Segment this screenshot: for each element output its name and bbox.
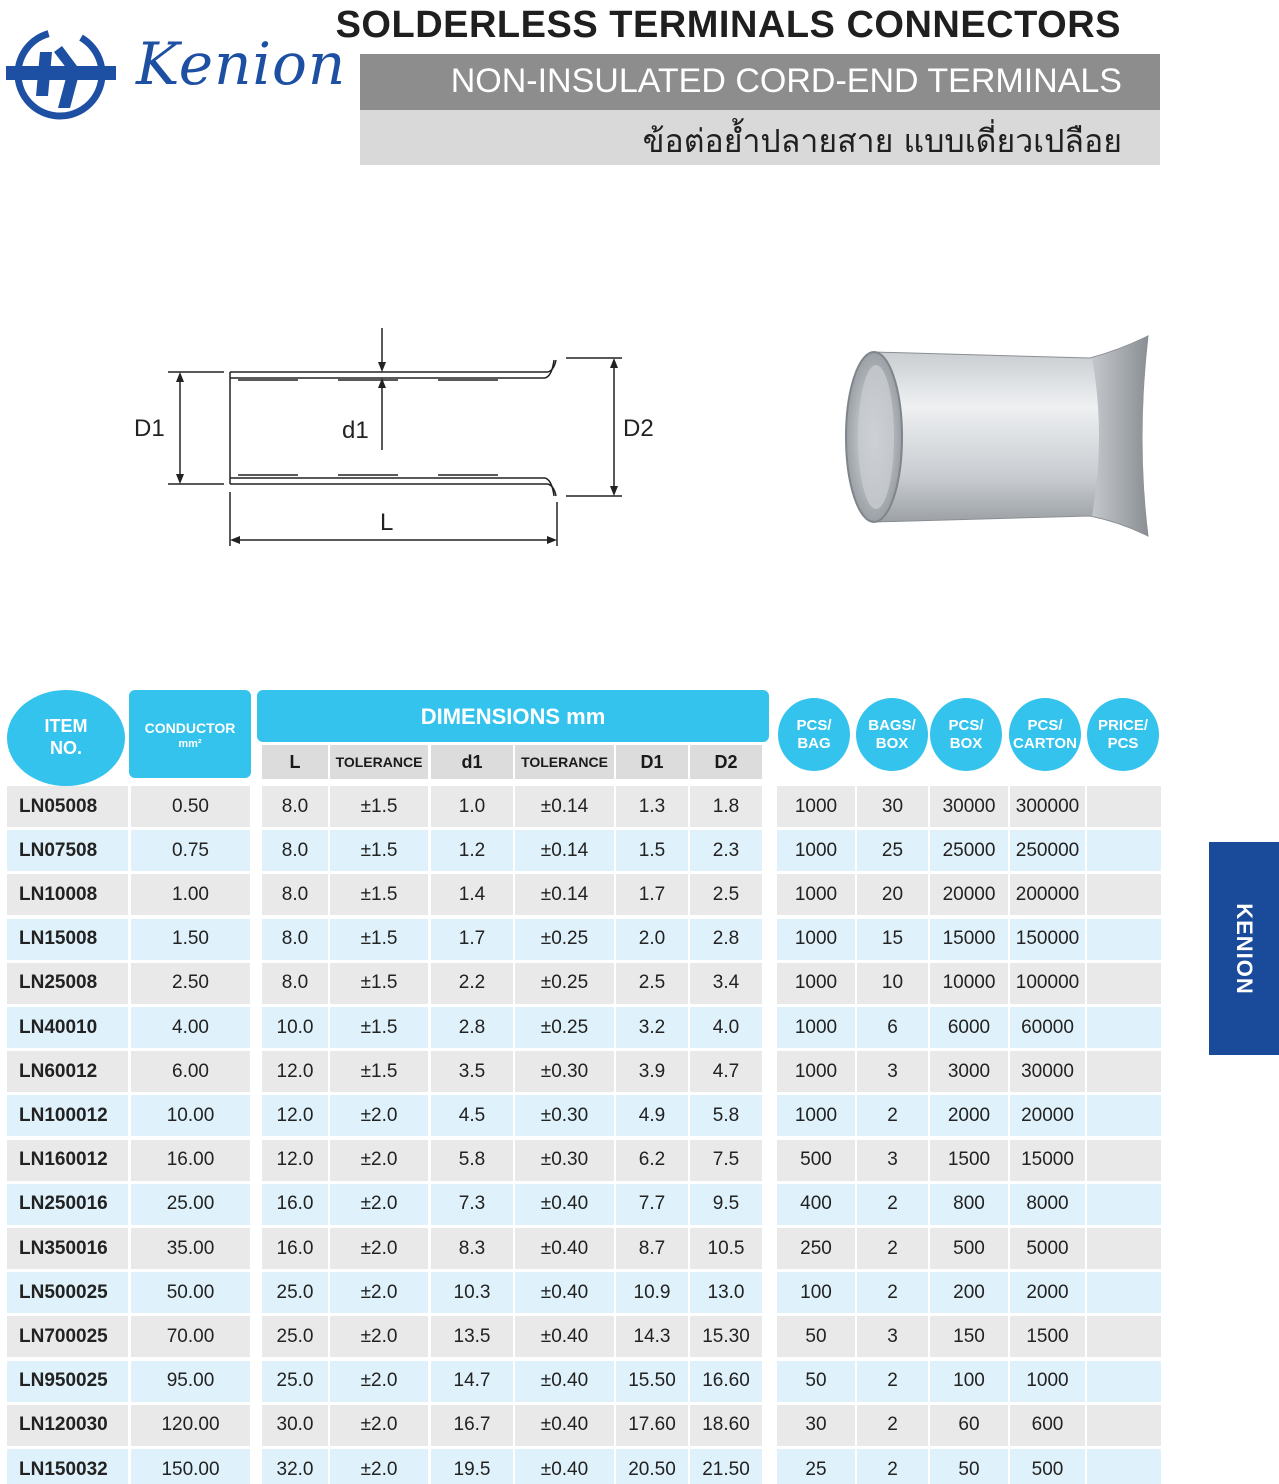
cell-item-no: LN700025	[7, 1316, 128, 1357]
header-pcs-carton	[1009, 698, 1081, 771]
cell-pcs-carton: 150000	[1010, 919, 1085, 960]
cell-price	[1087, 1449, 1161, 1484]
cell-d1: 14.7	[431, 1361, 513, 1402]
cell-item-no: LN07508	[7, 830, 128, 871]
cell-conductor: 35.00	[131, 1228, 250, 1269]
cell-price	[1087, 1272, 1161, 1313]
cell-pcs-bag: 1000	[777, 786, 855, 827]
cell-item-no: LN950025	[7, 1361, 128, 1402]
cell-D2: 9.5	[690, 1184, 762, 1225]
cell-d1: 1.7	[431, 919, 513, 960]
cell-pcs-bag: 100	[777, 1272, 855, 1313]
cell-pcs-bag: 1000	[777, 1051, 855, 1092]
header-bags-box-line2: BOX	[875, 734, 909, 752]
subheader-tolerance-L: TOLERANCE	[330, 745, 428, 779]
cell-tolerance-d1: ±0.30	[515, 1051, 614, 1092]
cell-D1: 14.3	[616, 1316, 688, 1357]
cell-D2: 10.5	[690, 1228, 762, 1269]
cell-D1: 3.9	[616, 1051, 688, 1092]
cell-pcs-box: 200	[930, 1272, 1008, 1313]
cell-pcs-box: 10000	[930, 963, 1008, 1004]
cell-pcs-bag: 1000	[777, 919, 855, 960]
cell-tolerance-d1: ±0.14	[515, 874, 614, 915]
cell-d1: 16.7	[431, 1405, 513, 1446]
header-dimensions: DIMENSIONS mm	[257, 690, 769, 742]
cell-D1: 20.50	[616, 1449, 688, 1484]
cell-length: 16.0	[262, 1184, 328, 1225]
cell-D1: 2.0	[616, 919, 688, 960]
cell-tolerance-d1: ±0.14	[515, 786, 614, 827]
cell-tolerance-l: ±2.0	[330, 1405, 428, 1446]
cell-bags-box: 3	[857, 1140, 928, 1181]
cell-tolerance-d1: ±0.40	[515, 1405, 614, 1446]
cell-tolerance-d1: ±0.14	[515, 830, 614, 871]
cell-pcs-bag: 50	[777, 1316, 855, 1357]
cell-tolerance-d1: ±0.25	[515, 963, 614, 1004]
cell-tolerance-l: ±1.5	[330, 874, 428, 915]
header-pcs-box-line1: PCS/	[948, 716, 984, 734]
cell-price	[1087, 786, 1161, 827]
cell-price	[1087, 919, 1161, 960]
cell-conductor: 150.00	[131, 1449, 250, 1484]
cell-bags-box: 2	[857, 1272, 928, 1313]
cell-pcs-carton: 15000	[1010, 1140, 1085, 1181]
cell-D1: 1.7	[616, 874, 688, 915]
cell-item-no: LN05008	[7, 786, 128, 827]
cell-item-no: LN60012	[7, 1051, 128, 1092]
cell-conductor: 120.00	[131, 1405, 250, 1446]
cell-length: 12.0	[262, 1140, 328, 1181]
cell-pcs-carton: 1000	[1010, 1361, 1085, 1402]
label-D1: D1	[134, 415, 165, 442]
cell-d1: 2.2	[431, 963, 513, 1004]
cell-D1: 17.60	[616, 1405, 688, 1446]
cell-bags-box: 2	[857, 1095, 928, 1136]
cell-conductor: 10.00	[131, 1095, 250, 1136]
cell-pcs-carton: 100000	[1010, 963, 1085, 1004]
cell-item-no: LN15008	[7, 919, 128, 960]
cell-D2: 5.8	[690, 1095, 762, 1136]
cell-tolerance-l: ±1.5	[330, 963, 428, 1004]
cell-price	[1087, 1140, 1161, 1181]
cell-pcs-box: 25000	[930, 830, 1008, 871]
cell-D1: 1.3	[616, 786, 688, 827]
cell-pcs-box: 15000	[930, 919, 1008, 960]
cell-D2: 2.3	[690, 830, 762, 871]
subtitle-thai: ข้อต่อย้ำปลายสาย แบบเดี่ยวเปลือย	[642, 122, 1122, 160]
cell-pcs-bag: 25	[777, 1449, 855, 1484]
cell-item-no: LN100012	[7, 1095, 128, 1136]
cell-D2: 21.50	[690, 1449, 762, 1484]
cell-tolerance-l: ±1.5	[330, 1007, 428, 1048]
cell-pcs-box: 30000	[930, 786, 1008, 827]
cell-d1: 13.5	[431, 1316, 513, 1357]
cell-d1: 19.5	[431, 1449, 513, 1484]
cell-pcs-bag: 50	[777, 1361, 855, 1402]
cell-D2: 3.4	[690, 963, 762, 1004]
cell-D1: 10.9	[616, 1272, 688, 1313]
cell-pcs-bag: 30	[777, 1405, 855, 1446]
cell-pcs-box: 60	[930, 1405, 1008, 1446]
cell-conductor: 4.00	[131, 1007, 250, 1048]
cell-d1: 7.3	[431, 1184, 513, 1225]
cell-length: 32.0	[262, 1449, 328, 1484]
cell-item-no: LN40010	[7, 1007, 128, 1048]
terminal-product-image	[830, 330, 1160, 550]
cell-D1: 2.5	[616, 963, 688, 1004]
cell-pcs-carton: 60000	[1010, 1007, 1085, 1048]
cell-tolerance-l: ±2.0	[330, 1184, 428, 1225]
cell-conductor: 95.00	[131, 1361, 250, 1402]
cell-bags-box: 2	[857, 1184, 928, 1225]
cell-D2: 2.8	[690, 919, 762, 960]
cell-D1: 1.5	[616, 830, 688, 871]
cell-item-no: LN250016	[7, 1184, 128, 1225]
cell-pcs-bag: 1000	[777, 963, 855, 1004]
subheader-D2: D2	[690, 745, 762, 779]
cell-tolerance-l: ±2.0	[330, 1449, 428, 1484]
cell-pcs-box: 2000	[930, 1095, 1008, 1136]
header-item-no	[7, 690, 125, 786]
cell-conductor: 0.50	[131, 786, 250, 827]
cell-bags-box: 2	[857, 1449, 928, 1484]
cell-d1: 1.0	[431, 786, 513, 827]
cell-item-no: LN120030	[7, 1405, 128, 1446]
cell-tolerance-l: ±2.0	[330, 1316, 428, 1357]
cell-item-no: LN10008	[7, 874, 128, 915]
subtitle-bar	[360, 54, 1160, 110]
cell-D1: 6.2	[616, 1140, 688, 1181]
cell-tolerance-l: ±1.5	[330, 786, 428, 827]
cell-d1: 2.8	[431, 1007, 513, 1048]
cell-tolerance-d1: ±0.25	[515, 919, 614, 960]
cell-item-no: LN350016	[7, 1228, 128, 1269]
cell-tolerance-d1: ±0.30	[515, 1140, 614, 1181]
cell-pcs-bag: 1000	[777, 1095, 855, 1136]
cell-price	[1087, 1184, 1161, 1225]
cell-D2: 13.0	[690, 1272, 762, 1313]
cell-item-no: LN25008	[7, 963, 128, 1004]
side-tab-label: KENION	[1232, 902, 1257, 995]
header-pcs-bag-line2: BAG	[797, 734, 831, 752]
cell-bags-box: 10	[857, 963, 928, 1004]
cell-length: 8.0	[262, 919, 328, 960]
cell-conductor: 0.75	[131, 830, 250, 871]
cell-item-no: LN500025	[7, 1272, 128, 1313]
cell-pcs-bag: 400	[777, 1184, 855, 1225]
cell-price	[1087, 963, 1161, 1004]
label-L: L	[380, 509, 394, 536]
cell-item-no: LN160012	[7, 1140, 128, 1181]
cell-pcs-bag: 1000	[777, 830, 855, 871]
cell-price	[1087, 1316, 1161, 1357]
cell-length: 25.0	[262, 1272, 328, 1313]
header-conductor-line1: CONDUCTOR	[144, 720, 236, 736]
cell-D1: 3.2	[616, 1007, 688, 1048]
header-price	[1087, 698, 1159, 771]
cell-pcs-carton: 300000	[1010, 786, 1085, 827]
cell-d1: 1.2	[431, 830, 513, 871]
cell-pcs-box: 800	[930, 1184, 1008, 1225]
cell-price	[1087, 1228, 1161, 1269]
cell-length: 30.0	[262, 1405, 328, 1446]
cell-pcs-carton: 8000	[1010, 1184, 1085, 1225]
cell-D2: 16.60	[690, 1361, 762, 1402]
cell-tolerance-l: ±2.0	[330, 1140, 428, 1181]
cell-bags-box: 2	[857, 1361, 928, 1402]
cell-price	[1087, 874, 1161, 915]
cell-conductor: 1.00	[131, 874, 250, 915]
header-pcs-bag-line1: PCS/	[796, 716, 832, 734]
cell-pcs-bag: 500	[777, 1140, 855, 1181]
cell-bags-box: 30	[857, 786, 928, 827]
cell-price	[1087, 1095, 1161, 1136]
cell-bags-box: 2	[857, 1228, 928, 1269]
cell-bags-box: 3	[857, 1316, 928, 1357]
cell-pcs-carton: 200000	[1010, 874, 1085, 915]
header-item-line2: NO.	[49, 738, 82, 758]
cell-pcs-carton: 600	[1010, 1405, 1085, 1446]
cell-tolerance-l: ±2.0	[330, 1361, 428, 1402]
cell-D2: 1.8	[690, 786, 762, 827]
label-d1: d1	[342, 417, 369, 444]
cell-length: 25.0	[262, 1316, 328, 1357]
cell-tolerance-d1: ±0.25	[515, 1007, 614, 1048]
header-price-line1: PRICE/	[1097, 716, 1148, 734]
cell-bags-box: 25	[857, 830, 928, 871]
cell-price	[1087, 830, 1161, 871]
subheader-L: L	[262, 745, 328, 779]
cell-tolerance-d1: ±0.40	[515, 1449, 614, 1484]
cell-tolerance-l: ±1.5	[330, 830, 428, 871]
cell-tolerance-d1: ±0.40	[515, 1361, 614, 1402]
subheader-tolerance-d1: TOLERANCE	[515, 745, 614, 779]
cell-pcs-box: 150	[930, 1316, 1008, 1357]
cell-pcs-carton: 30000	[1010, 1051, 1085, 1092]
cell-length: 12.0	[262, 1095, 328, 1136]
cell-pcs-carton: 1500	[1010, 1316, 1085, 1357]
cell-conductor: 70.00	[131, 1316, 250, 1357]
cell-conductor: 25.00	[131, 1184, 250, 1225]
cell-pcs-box: 3000	[930, 1051, 1008, 1092]
cell-D2: 4.7	[690, 1051, 762, 1092]
header-pcs-box	[930, 698, 1002, 771]
cell-pcs-bag: 250	[777, 1228, 855, 1269]
cell-D2: 7.5	[690, 1140, 762, 1181]
subheader-d1: d1	[431, 745, 513, 779]
cell-pcs-box: 500	[930, 1228, 1008, 1269]
cell-d1: 4.5	[431, 1095, 513, 1136]
label-D2: D2	[623, 415, 654, 442]
cell-bags-box: 20	[857, 874, 928, 915]
header-pcs-box-line2: BOX	[949, 734, 983, 752]
cell-length: 8.0	[262, 963, 328, 1004]
cell-D2: 18.60	[690, 1405, 762, 1446]
cell-D1: 15.50	[616, 1361, 688, 1402]
cell-length: 8.0	[262, 874, 328, 915]
cell-tolerance-d1: ±0.40	[515, 1184, 614, 1225]
header-pcs-carton-line1: PCS/	[1027, 716, 1063, 734]
cell-tolerance-d1: ±0.40	[515, 1316, 614, 1357]
cell-length: 25.0	[262, 1361, 328, 1402]
cell-tolerance-l: ±2.0	[330, 1272, 428, 1313]
cell-D1: 4.9	[616, 1095, 688, 1136]
header-item-line1: ITEM	[44, 716, 88, 737]
cell-length: 12.0	[262, 1051, 328, 1092]
header-pcs-carton-line2: CARTON	[1013, 734, 1077, 752]
terminal-dimension-diagram	[120, 320, 680, 560]
cell-tolerance-d1: ±0.30	[515, 1095, 614, 1136]
cell-tolerance-d1: ±0.40	[515, 1272, 614, 1313]
cell-pcs-box: 50	[930, 1449, 1008, 1484]
cell-length: 16.0	[262, 1228, 328, 1269]
header-pcs-bag	[778, 698, 850, 771]
cell-conductor: 1.50	[131, 919, 250, 960]
cell-D2: 15.30	[690, 1316, 762, 1357]
thai-subtitle-bar	[360, 110, 1160, 165]
cell-conductor: 50.00	[131, 1272, 250, 1313]
subtitle: NON-INSULATED CORD-END TERMINALS	[450, 62, 1122, 100]
header-conductor-unit: mm²	[178, 738, 202, 750]
cell-d1: 5.8	[431, 1140, 513, 1181]
brand-logo	[4, 18, 354, 130]
cell-pcs-box: 1500	[930, 1140, 1008, 1181]
cell-D1: 8.7	[616, 1228, 688, 1269]
cell-bags-box: 2	[857, 1405, 928, 1446]
cell-length: 8.0	[262, 830, 328, 871]
cell-tolerance-d1: ±0.40	[515, 1228, 614, 1269]
cell-tolerance-l: ±1.5	[330, 1051, 428, 1092]
cell-bags-box: 3	[857, 1051, 928, 1092]
kenion-emblem-icon	[4, 18, 134, 130]
cell-conductor: 16.00	[131, 1140, 250, 1181]
cell-item-no: LN150032	[7, 1449, 128, 1484]
cell-price	[1087, 1007, 1161, 1048]
header-price-line2: PCS	[1107, 734, 1139, 752]
cell-price	[1087, 1361, 1161, 1402]
brand-wordmark: Kenion	[136, 30, 347, 98]
brand-side-tab	[1209, 842, 1279, 1055]
cell-tolerance-l: ±2.0	[330, 1095, 428, 1136]
cell-d1: 10.3	[431, 1272, 513, 1313]
cell-price	[1087, 1405, 1161, 1446]
cell-conductor: 6.00	[131, 1051, 250, 1092]
cell-pcs-carton: 250000	[1010, 830, 1085, 871]
cell-pcs-bag: 1000	[777, 1007, 855, 1048]
cell-pcs-carton: 2000	[1010, 1272, 1085, 1313]
cell-tolerance-l: ±1.5	[330, 919, 428, 960]
cell-bags-box: 15	[857, 919, 928, 960]
cell-tolerance-l: ±2.0	[330, 1228, 428, 1269]
cell-pcs-bag: 1000	[777, 874, 855, 915]
cell-d1: 1.4	[431, 874, 513, 915]
cell-price	[1087, 1051, 1161, 1092]
cell-pcs-carton: 500	[1010, 1449, 1085, 1484]
cell-pcs-box: 6000	[930, 1007, 1008, 1048]
cell-D2: 2.5	[690, 874, 762, 915]
subheader-D1: D1	[616, 745, 688, 779]
cell-length: 8.0	[262, 786, 328, 827]
cell-pcs-carton: 20000	[1010, 1095, 1085, 1136]
cell-D2: 4.0	[690, 1007, 762, 1048]
cell-D1: 7.7	[616, 1184, 688, 1225]
cell-length: 10.0	[262, 1007, 328, 1048]
header-conductor	[129, 690, 251, 778]
cell-pcs-box: 20000	[930, 874, 1008, 915]
page-title: SOLDERLESS TERMINALS CONNECTORS	[335, 4, 1121, 46]
cell-conductor: 2.50	[131, 963, 250, 1004]
cell-pcs-carton: 5000	[1010, 1228, 1085, 1269]
cell-d1: 3.5	[431, 1051, 513, 1092]
cell-pcs-box: 100	[930, 1361, 1008, 1402]
cell-d1: 8.3	[431, 1228, 513, 1269]
cell-bags-box: 6	[857, 1007, 928, 1048]
header-bags-box-line1: BAGS/	[868, 716, 916, 734]
header-bags-box	[856, 698, 928, 771]
